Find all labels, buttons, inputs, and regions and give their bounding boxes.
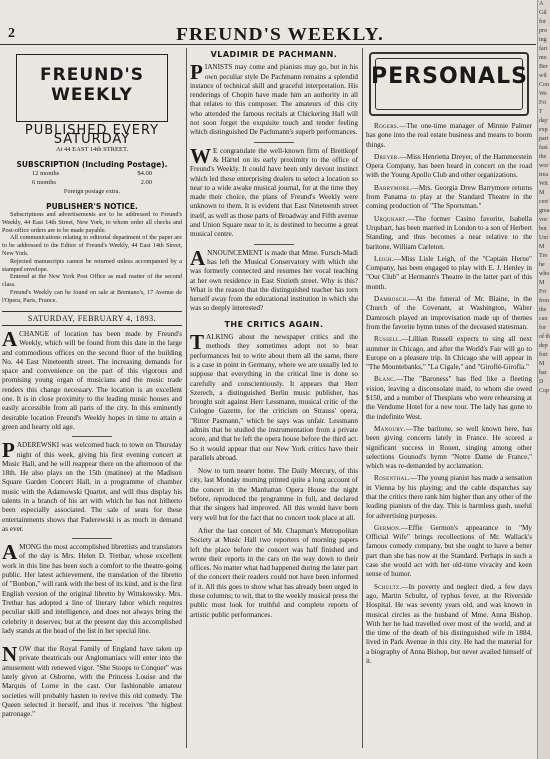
article-text: E congratulate the well-known firm of Breitkopf & Härtel on its early proximity to the office of Freund's Weekly. It could have been only devout instinct which led these enterprising dealers to select a location so near to a wide awake musical journal, for at the time they made their choice, the plans of Freund's Weekly were unknown to them. It is evident that East Nineteenth street itself, as well as those parts of Broadway and Fifth avenue and Union Square near to it, is destined to become a great musical centre.: [190, 146, 358, 239]
notice-paragraph: Entered at the New York Post Office as mail matter of the second class.: [2, 273, 182, 289]
strip-fragment: day: [539, 118, 548, 124]
drop-cap: P: [190, 60, 203, 85]
notice-paragraph: All communications relating to editorial department of the paper are to be addressed to the Editor of Freund's Weekly, 44 East 14th Street, New York.: [2, 234, 182, 258]
strip-fragment: wil: [539, 73, 547, 79]
strip-fragment: fron: [539, 298, 549, 304]
personal-text: —Lillian Russell expects to sing all next summer in Chicago, and after the World's Fair will go to Europe on a pleasure trip. In Chicago she will appear in "The Mountebanks," "La Cigale," and "Giroflé-Girofla.": [366, 335, 532, 372]
notice-paragraph: Rejected manuscripts cannot be returned unless accompanied by a stamped envelope.: [2, 257, 182, 273]
subscription-label: 6 months: [32, 179, 57, 187]
personal-item: [366, 255, 532, 292]
strip-fragment: Gil: [539, 10, 547, 16]
logo-text: FREUND'S WEEKLY: [40, 65, 144, 105]
strip-fragment: part: [539, 136, 549, 142]
personal-text: —At the funeral of Mr. Blaine, in the Church of the Covenant, at Washington, Walter Damrosch played an improvisation made up of themes from the favorite hymn tunes of the deceased statesman.: [366, 295, 532, 331]
article-text: ADEREWSKI was welcomed back to town on Thursday night of this week, giving his first evening concert at Music Hall, and he will reappear there on the afternoon of the 18th. He also plays on the 15th (matinee) at the Madison Square Garden Concert Hall, in a programme of chamber music with the Adamowski Quartet, and will thus display his talents in a branch of his art with which he has not hitherto been especially associated. The sale of seats for these entertainments shows that Paderewski is as much in demand as ever.: [2, 441, 182, 533]
article-separator: [72, 538, 112, 539]
article-text: Now to turn nearer home. The Daily Mercury, of this city, last Monday morning printed quite a long account of the concert in the Manhattan Opera House the night before, reproduced the programme in full, and declared that the singers had improved. All this would have been very well but for the fact that no concert took place at all.: [190, 467, 358, 522]
article-paragraph: [190, 467, 358, 523]
personal-item: [366, 215, 532, 252]
article-paragraph: [190, 60, 358, 137]
personal-text: —In poverty and neglect died, a few days ago, Martin Schultz, of typhus fever, at the Riverside Hospital. He was seventy years old, and was known in musical circles as the husband of Mme. Anna Bishop. With her he had travelled over most of the world, and at the time of the death of his distinguished wife in 1884, lived in Park Avenue in this city. He had the material for a biography of Anna Bishop, but never availed himself of it.: [366, 582, 532, 666]
article-separator: [254, 142, 294, 143]
article-heading: VLADIMIR DE PACHMANN.: [210, 50, 338, 59]
strip-fragment: who: [539, 271, 550, 277]
publishers-notice-heading: PUBLISHER'S NOTICE.: [46, 201, 138, 211]
personal-text: —The former Casino favorite, Isabella Urquhart, has been married in London to a son of Herbert Standing, and thus becomes a near relative to the baritone, William Carleton.: [366, 214, 532, 251]
strip-fragment: M: [539, 361, 545, 367]
personal-item: [366, 153, 532, 181]
article-text: MONG the most accomplished librettists and translators of the day is Mrs. Helen D. Tretbar, whose excellent work in this line has been such a comfort to the theatre-going public. Her latest achievement, the translation of the libretto of "Bonbon," will rank with the best of its kind, and is the first English version of the original libretto by Wittskowsky. Mrs. Tretbar has adopted a line of literary labor which requires peculiar skill and intelligence, and does not always bring the celebrity it deserves; but at the present day this accomplished lady stands at the head of the list in her special line.: [2, 543, 182, 635]
strip-fragment: Fri: [539, 289, 547, 295]
article-text: CHANGE of location has been made by Freund's Weekly, which will be found from this date in the large and commodious offices on the second floor of the building No. 44 East Nineteenth street. The increasing demands for space and convenience on the part of this vigorous and promising young organ of musicians and the music trade renders this change necessary. The location is an excellent one. It is in close proximity to the leading music houses and easily accessible from all parts of the city. In this eminently desirable location Freund's Weekly hopes in time to attain a green and hearty old age.: [2, 329, 182, 431]
page-number: 2: [8, 26, 15, 41]
strip-fragment: Uni: [539, 235, 548, 241]
strip-fragment: he: [539, 262, 545, 268]
personal-name: Germon.: [374, 523, 402, 532]
strip-fragment: voc: [539, 217, 548, 223]
article-paragraph: [2, 540, 182, 636]
strip-fragment: We: [539, 91, 547, 97]
personals-list: [366, 122, 532, 666]
strip-fragment: the: [539, 154, 547, 160]
column-divider: [362, 48, 363, 748]
strip-fragment: A: [539, 1, 544, 7]
strip-fragment: M: [539, 280, 545, 286]
strip-fragment: bar: [539, 370, 547, 376]
personal-text: —The one-time manager of Minnie Palmer has gone into the real estate business and means to boom things.: [366, 122, 532, 149]
strip-fragment: Ber: [539, 64, 548, 70]
article-separator: [72, 436, 112, 437]
personal-name: Manoury.: [374, 424, 406, 433]
strip-fragment: fort: [539, 352, 548, 358]
strip-fragment: exp: [539, 127, 548, 133]
personal-item: [366, 583, 532, 667]
personal-name: Barrymore.: [374, 183, 412, 192]
personal-text: —The baritone, so well known here, has been giving concerts lately in France. He scored a significant success in Rouen, singing among other selections Gounod's hymn "Notre Dame de France," which was re-demanded by acclamation.: [366, 424, 532, 471]
article-separator: [254, 244, 294, 245]
article-text: After the last concert of Mr. Chapman's Metropolitan Society at Music Hall two reporters of morning papers left the place before the concert was half finished and wrote their reports in the cars on the way down to their offices. No matter what had happened during the later part of the concert their readers could not have been informed of it. All this goes to show what has already been urged in these columns; to wit, that to the weekly musical press the public must look for truthful and complete reports of artistic public performances.: [190, 526, 358, 619]
personal-item: [366, 184, 532, 212]
personals-title: PERSONALS: [371, 64, 528, 89]
subscription-heading: SUBSCRIPTION (Including Postage).: [16, 159, 168, 169]
strip-fragment: T: [539, 109, 543, 115]
personal-item: [366, 425, 532, 471]
drop-cap: A: [190, 245, 206, 270]
strip-fragment: dep: [539, 343, 548, 349]
article-paragraph: [2, 326, 182, 432]
drop-cap: P: [2, 438, 15, 463]
subscription-label: 12 months: [32, 170, 60, 178]
left-column: [2, 48, 182, 748]
personal-name: Damrosch.: [374, 295, 409, 304]
article-paragraph: [190, 330, 358, 463]
personal-text: —The "Baroness" has fled like a fleeting vision, leaving a disconsolate maid, to whom she owed $150, and a number of Thespians who were rehearsing at the Vendome Hotel for a new tour. The lady has gone to the indefinite West.: [366, 375, 532, 421]
adjacent-page-strip: [537, 0, 550, 759]
strip-fragment: D: [539, 379, 544, 385]
personal-name: Urquhart.: [374, 214, 408, 223]
article-paragraph: [190, 245, 358, 314]
publication-title: PUBLISHED EVERY SATURDAY: [24, 123, 160, 148]
drop-cap: W: [190, 143, 211, 168]
strip-fragment: mo: [539, 55, 547, 61]
publication-address: At 44 EAST 14th STREET.: [55, 145, 129, 153]
subscription-row: [2, 169, 182, 178]
notice-paragraph: Freund's Weekly can be found on sale at Brentano's, 17 Avenue de l'Opera, Paris, France.: [2, 289, 182, 304]
strip-fragment: fari: [539, 46, 548, 52]
personal-name: Blanc.: [374, 375, 397, 384]
personal-item: [366, 474, 532, 520]
strip-fragment: the: [539, 307, 547, 313]
article-paragraph: [190, 527, 358, 620]
subscription-row: [2, 178, 182, 187]
subscription-price: $4.00: [137, 170, 152, 178]
personal-text: —Miss Henrietta Dreyer, of the Hammerstein Opera Company, has been heard in concert on the road with the Young Apollo Club and other organizations.: [366, 152, 532, 180]
personal-name: Rosenthal.: [374, 474, 410, 483]
personal-text: —Miss Lisle Leigh, of the "Captain Herne" Company, has been engaged to play with E. J. Henley in "Our Club" at Hermann's Theatre in the latter part of this month.: [366, 254, 532, 291]
personal-text: —The young pianist has made a sensation in Vienna by his playing; and the cable dispatches say that the critics there rank him higher than any other of the leading pianists of the day. This is harmless gush, useful for advertising purposes.: [366, 474, 532, 520]
strip-fragment: for: [539, 325, 546, 331]
header-rule: [0, 44, 536, 45]
strip-fragment: wor: [539, 163, 549, 169]
strip-fragment: can: [539, 316, 548, 322]
strip-fragment: pro: [539, 28, 547, 34]
strip-fragment: Tre: [539, 253, 548, 259]
right-column: [366, 48, 532, 748]
column-divider: [186, 48, 187, 748]
strip-fragment: Cop: [539, 388, 550, 394]
article-text: IANISTS may come and pianists may go, but in his own peculiar style De Pachmann remains a splendid instance of technical skill and graceful interpretation. His renderings of Chopin have made him an authority in all that relates to this composer. The amateurs of this city who attended the famous recitals at Chickering Hall will not soon forget the exquisite touch and tender feeling which distinguished De Pachmann's superb performances.: [190, 63, 358, 137]
masthead-title: FREUND'S WEEKLY.: [176, 24, 384, 44]
subscription-price: 2.00: [140, 179, 152, 187]
personal-name: Dreyer.: [374, 152, 400, 161]
subscription-note: Foreign postage extra.: [63, 187, 121, 195]
personal-item: [366, 122, 532, 150]
section-heading: THE CRITICS AGAIN.: [224, 319, 324, 329]
strip-fragment: Fri: [539, 100, 547, 106]
drop-cap: T: [190, 330, 205, 355]
strip-fragment: cert: [539, 199, 548, 205]
freunds-weekly-logo: [16, 54, 168, 122]
strip-fragment: M: [539, 244, 545, 250]
drop-cap: A: [2, 540, 18, 565]
personal-item: [366, 335, 532, 372]
article-text: NNOUNCEMENT is made that Mme. Fursch-Madi has left the Musical Conservatory with which she was formerly connected and resumes her vocal teaching at her own residence in East Sixtieth street. Why is this? What is the reason that the distinguished teacher has torn herself away from the educational institution in which she was so deeply interested?: [190, 248, 358, 313]
drop-cap: A: [2, 326, 18, 351]
strip-fragment: M: [539, 190, 545, 196]
personal-name: Russell.: [374, 335, 402, 344]
strip-fragment: fast: [539, 145, 548, 151]
personal-name: Schultz.: [374, 582, 402, 591]
article-paragraph: [190, 143, 358, 240]
strip-fragment: for: [539, 19, 546, 25]
article-text: OW that the Royal Family of England have taken up private theatricals our Anglomaniacs will enter into the amusement with renewed vigor. "She Stoops to Conquer" was lately given at Osborne, with the Princess Louise and the Marquis of Lorne in the cast. Our fashionable amateur societies will probably hasten to revive this old comedy. The Queen selected it herself, and thus it receives "the highest patronage.": [2, 645, 182, 719]
personal-name: Rogers.: [374, 122, 400, 130]
strip-fragment: but: [539, 226, 547, 232]
strip-fragment: grea: [539, 208, 550, 214]
strip-fragment: trea: [539, 172, 548, 178]
drop-cap: N: [2, 642, 18, 667]
article-separator: [72, 640, 112, 641]
personals-banner: [369, 52, 529, 116]
middle-column: [190, 48, 358, 748]
personal-text: —Effie Germon's appearance in "My Official Wife" brings recollections of Mr. Wallack's famous comedy company, but she ought to have a better part than she has now at the Standard. Perhaps in such a case she would act with her old-time vivacity and keen sense of humor.: [366, 523, 532, 579]
article-paragraph: [2, 642, 182, 719]
personal-item: [366, 295, 532, 332]
issue-dateline: SATURDAY, FEBRUARY 4, 1893.: [2, 311, 182, 326]
notice-paragraph: Subscriptions and advertisements are to be addressed to Freund's Weekly, 44 East 14th Street, New York, to whom order all checks and Post-office orders are to be made payable.: [2, 211, 182, 234]
article-paragraph: [2, 438, 182, 534]
strip-fragment: ing: [539, 37, 547, 43]
strip-fragment: of th: [539, 334, 550, 340]
strip-fragment: Wit: [539, 181, 548, 187]
personal-text: —Mrs. Georgia Drew Barrymore returns from Panama to play at the Standard Theatre in the coming production of "The Sportsman.": [366, 183, 532, 211]
personal-item: [366, 375, 532, 421]
strip-fragment: Con: [539, 82, 550, 88]
personal-name: Leigh.: [374, 254, 394, 263]
article-text: ALKING about the newspaper critics and the methods they sometimes adopt not to hear performances but to write about them all the same, there is a case in point in Germany, where we are usually led to suppose that everything in the critical line is done so carefully and conscientiously. It appears that Herr Szerech, a distinguished Berlin music publisher, has brought suit against Herr Lessmann, musical critic of the Cologne Gazette, for the criticism on Strauss' opera, "Ritter Pasmann," which he says was unfair. Lessmann admits that he studied the instrumentation from a private score, and that he left the opera house before the third act. So it would appear that our New York critics have their parallels abroad.: [190, 333, 358, 462]
personal-item: [366, 524, 532, 580]
